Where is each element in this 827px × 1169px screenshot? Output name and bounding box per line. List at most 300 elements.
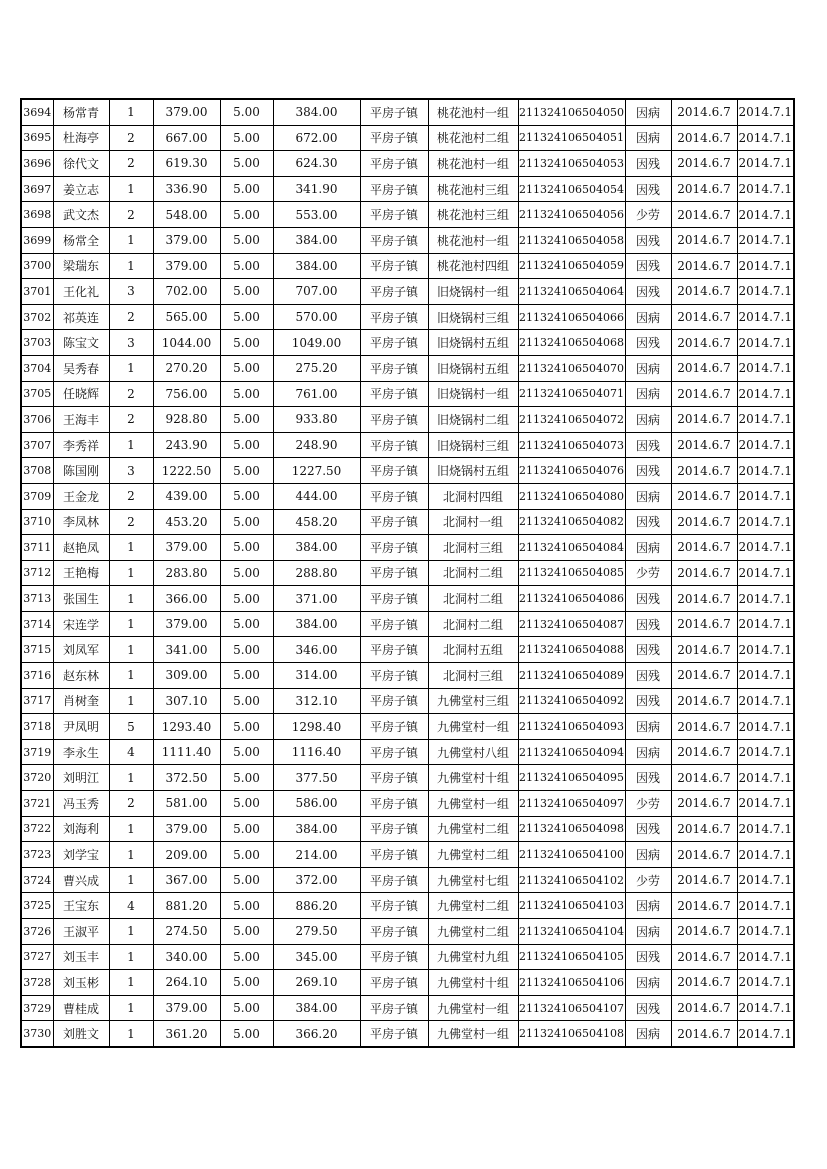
person-name-cell: 任晓辉	[53, 381, 109, 407]
total-cell: 553.00	[273, 202, 360, 228]
increase-cell: 5.00	[220, 483, 273, 509]
village-group-cell: 九佛堂村二组	[428, 842, 518, 868]
cause-cell: 因残	[625, 586, 671, 612]
cause-cell: 因残	[625, 995, 671, 1021]
table-row	[21, 791, 794, 817]
start-date-cell: 2014.6.7	[671, 688, 737, 714]
town-cell: 平房子镇	[360, 432, 428, 458]
amount-cell: 1293.40	[153, 714, 220, 740]
village-group-cell: 北洞村一组	[428, 509, 518, 535]
end-date-cell: 2014.7.1	[737, 611, 794, 637]
table-row	[21, 381, 794, 407]
village-group-cell: 桃花池村一组	[428, 151, 518, 177]
household-count-cell: 3	[109, 330, 153, 356]
record-number-cell: 3715	[21, 637, 53, 663]
village-group-cell: 北洞村二组	[428, 560, 518, 586]
record-number-cell: 3712	[21, 560, 53, 586]
cause-cell: 因残	[625, 176, 671, 202]
person-name-cell: 杨常全	[53, 227, 109, 253]
amount-cell: 209.00	[153, 842, 220, 868]
end-date-cell: 2014.7.1	[737, 509, 794, 535]
town-cell: 平房子镇	[360, 381, 428, 407]
id-number-cell: 211324106504082	[518, 509, 625, 535]
record-number-cell: 3719	[21, 739, 53, 765]
increase-cell: 5.00	[220, 458, 273, 484]
village-group-cell: 九佛堂村三组	[428, 688, 518, 714]
household-count-cell: 1	[109, 432, 153, 458]
total-cell: 384.00	[273, 995, 360, 1021]
record-number-cell: 3698	[21, 202, 53, 228]
person-name-cell: 刘凤军	[53, 637, 109, 663]
record-number-cell: 3726	[21, 919, 53, 945]
total-cell: 341.90	[273, 176, 360, 202]
increase-cell: 5.00	[220, 176, 273, 202]
table-row	[21, 893, 794, 919]
id-number-cell: 211324106504106	[518, 970, 625, 996]
village-group-cell: 九佛堂村二组	[428, 893, 518, 919]
increase-cell: 5.00	[220, 227, 273, 253]
end-date-cell: 2014.7.1	[737, 970, 794, 996]
village-group-cell: 桃花池村三组	[428, 202, 518, 228]
amount-cell: 336.90	[153, 176, 220, 202]
id-number-cell: 211324106504086	[518, 586, 625, 612]
end-date-cell: 2014.7.1	[737, 99, 794, 125]
end-date-cell: 2014.7.1	[737, 663, 794, 689]
person-name-cell: 梁瑞东	[53, 253, 109, 279]
table-row	[21, 253, 794, 279]
start-date-cell: 2014.6.7	[671, 99, 737, 125]
end-date-cell: 2014.7.1	[737, 253, 794, 279]
village-group-cell: 九佛堂村十组	[428, 765, 518, 791]
total-cell: 269.10	[273, 970, 360, 996]
cause-cell: 少劳	[625, 202, 671, 228]
increase-cell: 5.00	[220, 816, 273, 842]
start-date-cell: 2014.6.7	[671, 867, 737, 893]
amount-cell: 702.00	[153, 279, 220, 305]
village-group-cell: 桃花池村四组	[428, 253, 518, 279]
person-name-cell: 祁英连	[53, 304, 109, 330]
household-count-cell: 2	[109, 125, 153, 151]
table-row	[21, 304, 794, 330]
table-row	[21, 970, 794, 996]
person-name-cell: 王金龙	[53, 483, 109, 509]
total-cell: 444.00	[273, 483, 360, 509]
person-name-cell: 王艳梅	[53, 560, 109, 586]
cause-cell: 因残	[625, 637, 671, 663]
total-cell: 886.20	[273, 893, 360, 919]
table-row	[21, 1021, 794, 1047]
increase-cell: 5.00	[220, 151, 273, 177]
start-date-cell: 2014.6.7	[671, 253, 737, 279]
village-group-cell: 旧烧锅村五组	[428, 355, 518, 381]
id-number-cell: 211324106504073	[518, 432, 625, 458]
record-number-cell: 3727	[21, 944, 53, 970]
end-date-cell: 2014.7.1	[737, 560, 794, 586]
village-group-cell: 北洞村四组	[428, 483, 518, 509]
increase-cell: 5.00	[220, 791, 273, 817]
amount-cell: 1044.00	[153, 330, 220, 356]
village-group-cell: 旧烧锅村五组	[428, 330, 518, 356]
household-count-cell: 1	[109, 816, 153, 842]
table-row	[21, 509, 794, 535]
cause-cell: 因病	[625, 125, 671, 151]
record-number-cell: 3699	[21, 227, 53, 253]
person-name-cell: 陈国刚	[53, 458, 109, 484]
household-count-cell: 1	[109, 637, 153, 663]
start-date-cell: 2014.6.7	[671, 765, 737, 791]
village-group-cell: 桃花池村三组	[428, 176, 518, 202]
household-count-cell: 1	[109, 253, 153, 279]
id-number-cell: 211324106504051	[518, 125, 625, 151]
id-number-cell: 211324106504054	[518, 176, 625, 202]
total-cell: 1049.00	[273, 330, 360, 356]
record-number-cell: 3725	[21, 893, 53, 919]
village-group-cell: 九佛堂村七组	[428, 867, 518, 893]
record-number-cell: 3721	[21, 791, 53, 817]
start-date-cell: 2014.6.7	[671, 125, 737, 151]
increase-cell: 5.00	[220, 919, 273, 945]
end-date-cell: 2014.7.1	[737, 381, 794, 407]
household-count-cell: 3	[109, 279, 153, 305]
total-cell: 312.10	[273, 688, 360, 714]
amount-cell: 243.90	[153, 432, 220, 458]
amount-cell: 283.80	[153, 560, 220, 586]
table-row	[21, 279, 794, 305]
cause-cell: 因残	[625, 765, 671, 791]
person-name-cell: 刘海利	[53, 816, 109, 842]
household-count-cell: 1	[109, 867, 153, 893]
start-date-cell: 2014.6.7	[671, 151, 737, 177]
town-cell: 平房子镇	[360, 279, 428, 305]
total-cell: 372.00	[273, 867, 360, 893]
total-cell: 384.00	[273, 816, 360, 842]
end-date-cell: 2014.7.1	[737, 304, 794, 330]
end-date-cell: 2014.7.1	[737, 688, 794, 714]
start-date-cell: 2014.6.7	[671, 893, 737, 919]
id-number-cell: 211324106504085	[518, 560, 625, 586]
increase-cell: 5.00	[220, 739, 273, 765]
total-cell: 214.00	[273, 842, 360, 868]
household-count-cell: 1	[109, 176, 153, 202]
town-cell: 平房子镇	[360, 509, 428, 535]
town-cell: 平房子镇	[360, 816, 428, 842]
person-name-cell: 王宝东	[53, 893, 109, 919]
record-number-cell: 3708	[21, 458, 53, 484]
total-cell: 371.00	[273, 586, 360, 612]
increase-cell: 5.00	[220, 995, 273, 1021]
amount-cell: 667.00	[153, 125, 220, 151]
person-name-cell: 刘学宝	[53, 842, 109, 868]
total-cell: 933.80	[273, 407, 360, 433]
person-name-cell: 曹桂成	[53, 995, 109, 1021]
id-number-cell: 211324106504095	[518, 765, 625, 791]
person-name-cell: 曹兴成	[53, 867, 109, 893]
person-name-cell: 吴秀春	[53, 355, 109, 381]
id-number-cell: 211324106504088	[518, 637, 625, 663]
record-number-cell: 3714	[21, 611, 53, 637]
total-cell: 314.00	[273, 663, 360, 689]
total-cell: 366.20	[273, 1021, 360, 1047]
start-date-cell: 2014.6.7	[671, 355, 737, 381]
end-date-cell: 2014.7.1	[737, 227, 794, 253]
cause-cell: 少劳	[625, 560, 671, 586]
total-cell: 384.00	[273, 611, 360, 637]
town-cell: 平房子镇	[360, 151, 428, 177]
record-number-cell: 3704	[21, 355, 53, 381]
total-cell: 672.00	[273, 125, 360, 151]
start-date-cell: 2014.6.7	[671, 407, 737, 433]
town-cell: 平房子镇	[360, 99, 428, 125]
amount-cell: 274.50	[153, 919, 220, 945]
village-group-cell: 旧烧锅村一组	[428, 279, 518, 305]
table-row	[21, 944, 794, 970]
household-count-cell: 1	[109, 842, 153, 868]
total-cell: 377.50	[273, 765, 360, 791]
town-cell: 平房子镇	[360, 304, 428, 330]
end-date-cell: 2014.7.1	[737, 279, 794, 305]
amount-cell: 309.00	[153, 663, 220, 689]
increase-cell: 5.00	[220, 765, 273, 791]
record-number-cell: 3717	[21, 688, 53, 714]
increase-cell: 5.00	[220, 611, 273, 637]
id-number-cell: 211324106504050	[518, 99, 625, 125]
start-date-cell: 2014.6.7	[671, 381, 737, 407]
village-group-cell: 九佛堂村二组	[428, 816, 518, 842]
person-name-cell: 刘玉彬	[53, 970, 109, 996]
person-name-cell: 李凤林	[53, 509, 109, 535]
end-date-cell: 2014.7.1	[737, 586, 794, 612]
cause-cell: 因病	[625, 970, 671, 996]
household-count-cell: 1	[109, 688, 153, 714]
town-cell: 平房子镇	[360, 944, 428, 970]
cause-cell: 因病	[625, 535, 671, 561]
record-number-cell: 3700	[21, 253, 53, 279]
total-cell: 1227.50	[273, 458, 360, 484]
amount-cell: 548.00	[153, 202, 220, 228]
record-number-cell: 3729	[21, 995, 53, 1021]
cause-cell: 因残	[625, 151, 671, 177]
id-number-cell: 211324106504100	[518, 842, 625, 868]
id-number-cell: 211324106504059	[518, 253, 625, 279]
table-row	[21, 176, 794, 202]
end-date-cell: 2014.7.1	[737, 125, 794, 151]
household-count-cell: 2	[109, 151, 153, 177]
town-cell: 平房子镇	[360, 714, 428, 740]
record-number-cell: 3709	[21, 483, 53, 509]
cause-cell: 因残	[625, 688, 671, 714]
end-date-cell: 2014.7.1	[737, 765, 794, 791]
id-number-cell: 211324106504087	[518, 611, 625, 637]
cause-cell: 因残	[625, 227, 671, 253]
increase-cell: 5.00	[220, 637, 273, 663]
id-number-cell: 211324106504089	[518, 663, 625, 689]
start-date-cell: 2014.6.7	[671, 202, 737, 228]
start-date-cell: 2014.6.7	[671, 458, 737, 484]
town-cell: 平房子镇	[360, 176, 428, 202]
town-cell: 平房子镇	[360, 970, 428, 996]
start-date-cell: 2014.6.7	[671, 279, 737, 305]
town-cell: 平房子镇	[360, 355, 428, 381]
cause-cell: 少劳	[625, 867, 671, 893]
amount-cell: 928.80	[153, 407, 220, 433]
start-date-cell: 2014.6.7	[671, 816, 737, 842]
end-date-cell: 2014.7.1	[737, 483, 794, 509]
record-number-cell: 3707	[21, 432, 53, 458]
end-date-cell: 2014.7.1	[737, 791, 794, 817]
table-row	[21, 483, 794, 509]
end-date-cell: 2014.7.1	[737, 407, 794, 433]
cause-cell: 因病	[625, 407, 671, 433]
amount-cell: 379.00	[153, 995, 220, 1021]
increase-cell: 5.00	[220, 304, 273, 330]
record-number-cell: 3720	[21, 765, 53, 791]
start-date-cell: 2014.6.7	[671, 483, 737, 509]
household-count-cell: 1	[109, 765, 153, 791]
id-number-cell: 211324106504092	[518, 688, 625, 714]
amount-cell: 881.20	[153, 893, 220, 919]
amount-cell: 379.00	[153, 253, 220, 279]
increase-cell: 5.00	[220, 944, 273, 970]
person-name-cell: 刘明江	[53, 765, 109, 791]
total-cell: 345.00	[273, 944, 360, 970]
start-date-cell: 2014.6.7	[671, 611, 737, 637]
end-date-cell: 2014.7.1	[737, 995, 794, 1021]
cause-cell: 因病	[625, 99, 671, 125]
table-row	[21, 151, 794, 177]
amount-cell: 270.20	[153, 355, 220, 381]
start-date-cell: 2014.6.7	[671, 970, 737, 996]
id-number-cell: 211324106504097	[518, 791, 625, 817]
person-name-cell: 刘玉丰	[53, 944, 109, 970]
cause-cell: 因残	[625, 253, 671, 279]
table-row	[21, 227, 794, 253]
start-date-cell: 2014.6.7	[671, 1021, 737, 1047]
record-number-cell: 3701	[21, 279, 53, 305]
household-count-cell: 3	[109, 458, 153, 484]
cause-cell: 因残	[625, 816, 671, 842]
town-cell: 平房子镇	[360, 765, 428, 791]
town-cell: 平房子镇	[360, 611, 428, 637]
total-cell: 384.00	[273, 227, 360, 253]
cause-cell: 因残	[625, 432, 671, 458]
end-date-cell: 2014.7.1	[737, 867, 794, 893]
total-cell: 1116.40	[273, 739, 360, 765]
person-name-cell: 杜海亭	[53, 125, 109, 151]
amount-cell: 372.50	[153, 765, 220, 791]
cause-cell: 因残	[625, 944, 671, 970]
id-number-cell: 211324106504058	[518, 227, 625, 253]
table-row	[21, 816, 794, 842]
person-name-cell: 徐代文	[53, 151, 109, 177]
village-group-cell: 旧烧锅村二组	[428, 407, 518, 433]
amount-cell: 264.10	[153, 970, 220, 996]
village-group-cell: 九佛堂村九组	[428, 944, 518, 970]
person-name-cell: 刘胜文	[53, 1021, 109, 1047]
town-cell: 平房子镇	[360, 227, 428, 253]
table-row	[21, 867, 794, 893]
table-row	[21, 432, 794, 458]
record-number-cell: 3722	[21, 816, 53, 842]
village-group-cell: 九佛堂村一组	[428, 995, 518, 1021]
total-cell: 586.00	[273, 791, 360, 817]
amount-cell: 340.00	[153, 944, 220, 970]
amount-cell: 379.00	[153, 99, 220, 125]
amount-cell: 565.00	[153, 304, 220, 330]
person-name-cell: 宋连学	[53, 611, 109, 637]
end-date-cell: 2014.7.1	[737, 151, 794, 177]
start-date-cell: 2014.6.7	[671, 586, 737, 612]
record-number-cell: 3728	[21, 970, 53, 996]
amount-cell: 379.00	[153, 816, 220, 842]
record-number-cell: 3696	[21, 151, 53, 177]
cause-cell: 因残	[625, 509, 671, 535]
household-count-cell: 1	[109, 944, 153, 970]
cause-cell: 因残	[625, 330, 671, 356]
table-row	[21, 560, 794, 586]
end-date-cell: 2014.7.1	[737, 714, 794, 740]
record-number-cell: 3694	[21, 99, 53, 125]
town-cell: 平房子镇	[360, 202, 428, 228]
id-number-cell: 211324106504104	[518, 919, 625, 945]
town-cell: 平房子镇	[360, 688, 428, 714]
id-number-cell: 211324106504072	[518, 407, 625, 433]
household-count-cell: 1	[109, 99, 153, 125]
table-row	[21, 611, 794, 637]
table-row	[21, 919, 794, 945]
total-cell: 1298.40	[273, 714, 360, 740]
increase-cell: 5.00	[220, 381, 273, 407]
start-date-cell: 2014.6.7	[671, 560, 737, 586]
cause-cell: 因病	[625, 355, 671, 381]
increase-cell: 5.00	[220, 407, 273, 433]
end-date-cell: 2014.7.1	[737, 919, 794, 945]
town-cell: 平房子镇	[360, 483, 428, 509]
table-row	[21, 765, 794, 791]
person-name-cell: 赵艳凤	[53, 535, 109, 561]
record-number-cell: 3713	[21, 586, 53, 612]
increase-cell: 5.00	[220, 330, 273, 356]
town-cell: 平房子镇	[360, 637, 428, 663]
start-date-cell: 2014.6.7	[671, 842, 737, 868]
increase-cell: 5.00	[220, 253, 273, 279]
household-count-cell: 1	[109, 663, 153, 689]
total-cell: 761.00	[273, 381, 360, 407]
start-date-cell: 2014.6.7	[671, 714, 737, 740]
person-name-cell: 陈宝文	[53, 330, 109, 356]
household-count-cell: 1	[109, 560, 153, 586]
increase-cell: 5.00	[220, 279, 273, 305]
start-date-cell: 2014.6.7	[671, 663, 737, 689]
town-cell: 平房子镇	[360, 919, 428, 945]
village-group-cell: 北洞村二组	[428, 611, 518, 637]
increase-cell: 5.00	[220, 867, 273, 893]
increase-cell: 5.00	[220, 663, 273, 689]
household-count-cell: 1	[109, 586, 153, 612]
household-count-cell: 1	[109, 1021, 153, 1047]
cause-cell: 因病	[625, 893, 671, 919]
cause-cell: 因病	[625, 483, 671, 509]
town-cell: 平房子镇	[360, 995, 428, 1021]
end-date-cell: 2014.7.1	[737, 202, 794, 228]
village-group-cell: 旧烧锅村一组	[428, 381, 518, 407]
amount-cell: 756.00	[153, 381, 220, 407]
table-row	[21, 586, 794, 612]
village-group-cell: 旧烧锅村三组	[428, 432, 518, 458]
total-cell: 707.00	[273, 279, 360, 305]
start-date-cell: 2014.6.7	[671, 791, 737, 817]
village-group-cell: 桃花池村二组	[428, 125, 518, 151]
end-date-cell: 2014.7.1	[737, 944, 794, 970]
